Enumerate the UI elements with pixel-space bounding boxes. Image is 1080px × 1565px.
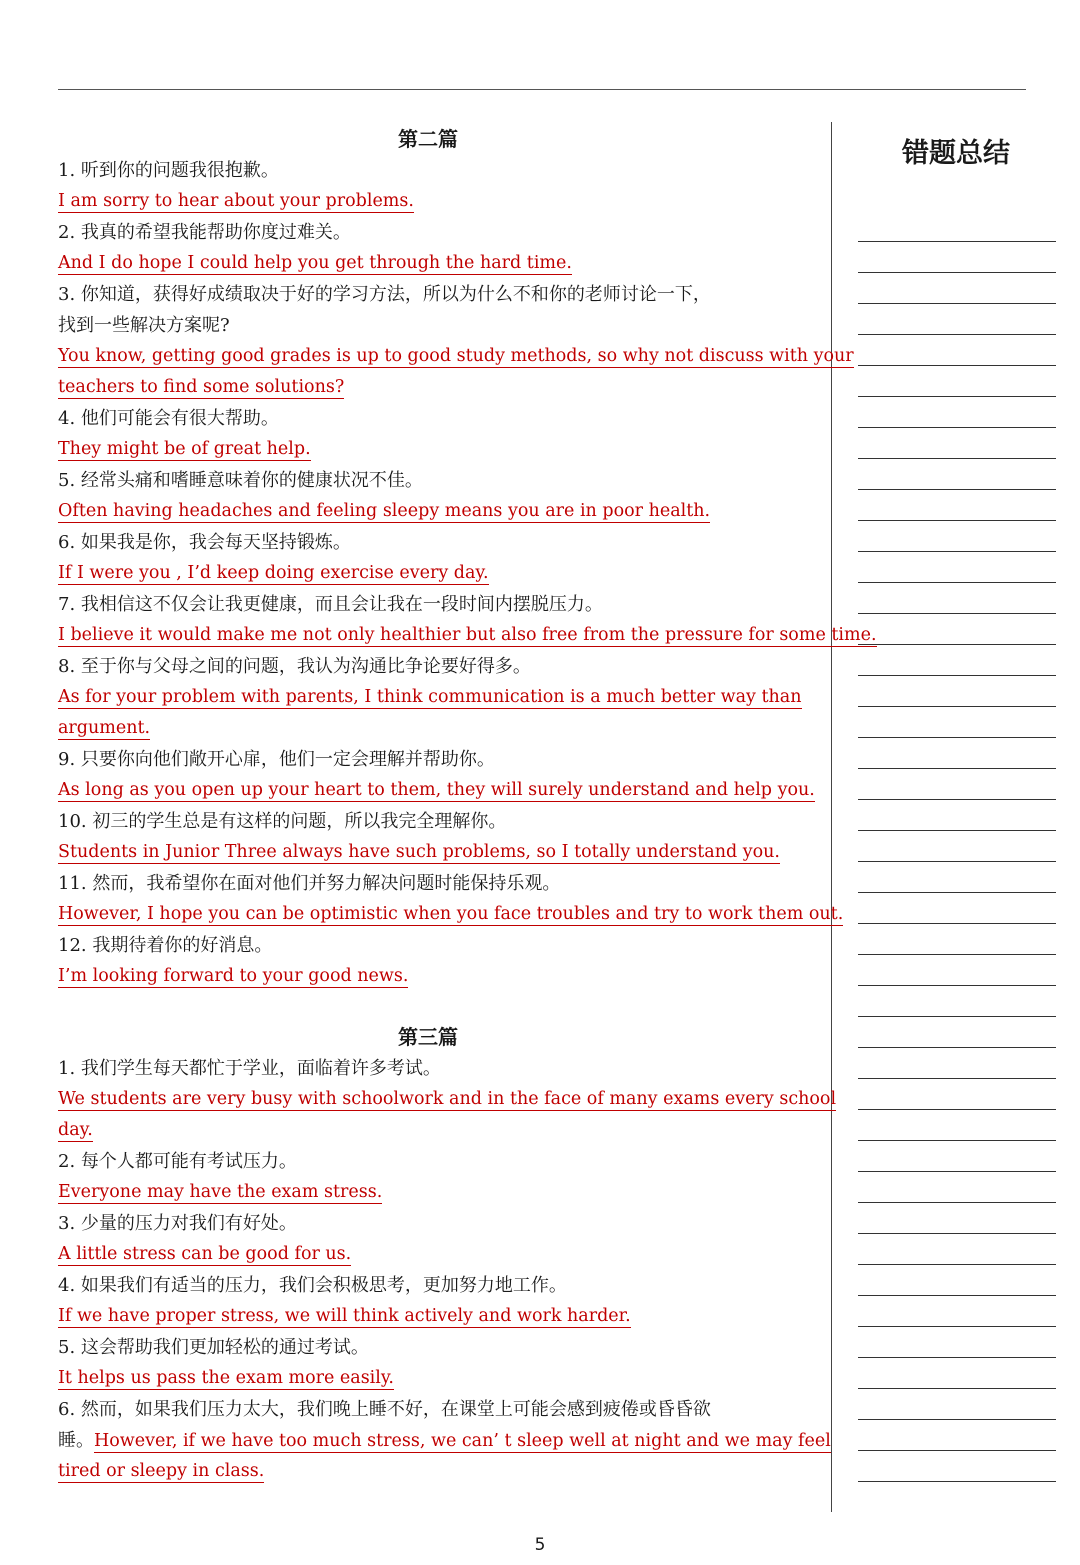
mistake-summary-panel (848, 132, 1058, 176)
english-translation: If I were you , I’d keep doing exercise every day. (58, 563, 489, 583)
writing-line (858, 1110, 1056, 1141)
chinese-sentence: 6. 如果我是你，我会每天坚持锻炼。 (58, 532, 351, 553)
writing-line (858, 1420, 1056, 1451)
writing-line (858, 211, 1056, 242)
chinese-sentence: 8. 至于你与父母之间的问题，我认为沟通比争论要好得多。 (58, 656, 531, 677)
writing-lines (858, 211, 1056, 1482)
chinese-sentence: 5. 经常头痛和嗜睡意味着你的健康状况不佳。 (58, 470, 423, 491)
english-translation: However, if we have too much stress, we can’ t sleep well at night and we may feel (94, 1431, 831, 1451)
section-title: 第二篇 (398, 127, 458, 151)
writing-line (858, 645, 1056, 676)
chinese-sentence: 3. 你知道，获得好成绩取决于好的学习方法，所以为什么不和你的老师讨论一下， (58, 284, 711, 305)
writing-line (858, 1234, 1056, 1265)
english-translation: teachers to find some solutions? (58, 377, 345, 397)
header-rule (58, 89, 1026, 90)
exercise-column (58, 124, 877, 1487)
column-divider (831, 122, 832, 1512)
section-title: 第三篇 (398, 1025, 458, 1049)
english-translation: I am sorry to hear about your problems. (58, 191, 414, 211)
page-number: 5 (534, 1535, 546, 1555)
writing-line (858, 707, 1056, 738)
english-translation: We students are very busy with schoolwork and in the face of many exams every school (58, 1089, 837, 1109)
writing-line (858, 1296, 1056, 1327)
writing-line (858, 583, 1056, 614)
chinese-sentence: 1. 听到你的问题我很抱歉。 (58, 160, 279, 181)
writing-line (858, 397, 1056, 428)
chinese-sentence: 4. 如果我们有适当的压力，我们会积极思考，更加努力地工作。 (58, 1275, 567, 1296)
english-translation: It helps us pass the exam more easily. (58, 1368, 394, 1388)
writing-line (858, 1017, 1056, 1048)
writing-line (858, 428, 1056, 459)
writing-line (858, 521, 1056, 552)
english-translation: day. (58, 1120, 93, 1140)
english-translation: You know, getting good grades is up to good study methods, so why not discuss with your (58, 346, 854, 366)
writing-line (858, 924, 1056, 955)
english-translation: tired or sleepy in class. (58, 1461, 265, 1481)
writing-line (858, 366, 1056, 397)
writing-line (858, 769, 1056, 800)
english-translation: However, I hope you can be optimistic when you face troubles and try to work them out. (58, 904, 844, 924)
chinese-sentence: 4. 他们可能会有很大帮助。 (58, 408, 279, 429)
english-translation: They might be of great help. (58, 439, 311, 459)
writing-line (858, 459, 1056, 490)
writing-line (858, 1327, 1056, 1358)
writing-line (858, 490, 1056, 521)
english-translation: A little stress can be good for us. (58, 1244, 352, 1264)
chinese-sentence: 3. 少量的压力对我们有好处。 (58, 1213, 297, 1234)
chinese-sentence: 7. 我相信这不仅会让我更健康，而且会让我在一段时间内摆脱压力。 (58, 594, 603, 615)
writing-line (858, 304, 1056, 335)
writing-line (858, 986, 1056, 1017)
writing-line (858, 1389, 1056, 1420)
chinese-sentence-continued: 睡。However, if we have too much stress, we can’ t sleep well at night and we may feel (58, 1430, 831, 1451)
chinese-sentence: 10. 初三的学生总是有这样的问题，所以我完全理解你。 (58, 811, 507, 832)
chinese-sentence: 12. 我期待着你的好消息。 (58, 935, 273, 956)
english-translation: Everyone may have the exam stress. (58, 1182, 383, 1202)
writing-line (858, 273, 1056, 304)
writing-line (858, 1358, 1056, 1389)
english-translation: If we have proper stress, we will think actively and work harder. (58, 1306, 631, 1326)
writing-line (858, 335, 1056, 366)
chinese-sentence-continued: 找到一些解决方案呢? (58, 315, 230, 336)
mistake-summary-title: 错题总结 (902, 138, 1010, 169)
writing-line (858, 552, 1056, 583)
writing-line (858, 738, 1056, 769)
chinese-sentence: 1. 我们学生每天都忙于学业，面临着许多考试。 (58, 1058, 441, 1079)
writing-line (858, 893, 1056, 924)
writing-line (858, 1048, 1056, 1079)
writing-line (858, 1172, 1056, 1203)
writing-line (858, 676, 1056, 707)
chinese-sentence: 6. 然而，如果我们压力太大，我们晚上睡不好，在课堂上可能会感到疲倦或昏昏欲 (58, 1399, 711, 1420)
english-translation: I believe it would make me not only healthier but also free from the pressure for some time. (58, 625, 877, 645)
section-2-items (58, 155, 877, 992)
writing-line (858, 862, 1056, 893)
english-translation: argument. (58, 718, 151, 738)
english-translation: Students in Junior Three always have such problems, so I totally understand you. (58, 842, 780, 862)
writing-line (858, 1265, 1056, 1296)
english-translation: Often having headaches and feeling sleepy means you are in poor health. (58, 501, 711, 521)
writing-line (858, 242, 1056, 273)
chinese-sentence: 2. 每个人都可能有考试压力。 (58, 1151, 297, 1172)
writing-line (858, 1141, 1056, 1172)
chinese-sentence: 11. 然而，我希望你在面对他们并努力解决问题时能保持乐观。 (58, 873, 561, 894)
writing-line (858, 955, 1056, 986)
writing-line (858, 1451, 1056, 1482)
chinese-sentence: 9. 只要你向他们敞开心扉，他们一定会理解并帮助你。 (58, 749, 495, 770)
writing-line (858, 831, 1056, 862)
writing-line (858, 1203, 1056, 1234)
writing-line (858, 614, 1056, 645)
english-translation: I’m looking forward to your good news. (58, 966, 409, 986)
english-translation: As for your problem with parents, I think communication is a much better way than (58, 687, 802, 707)
writing-line (858, 1079, 1056, 1110)
english-translation: And I do hope I could help you get through the hard time. (58, 253, 572, 273)
writing-line (858, 800, 1056, 831)
english-translation: As long as you open up your heart to them, they will surely understand and help you. (58, 780, 815, 800)
chinese-sentence: 2. 我真的希望我能帮助你度过难关。 (58, 222, 351, 243)
chinese-sentence: 5. 这会帮助我们更加轻松的通过考试。 (58, 1337, 369, 1358)
section-3-items (58, 1053, 837, 1487)
